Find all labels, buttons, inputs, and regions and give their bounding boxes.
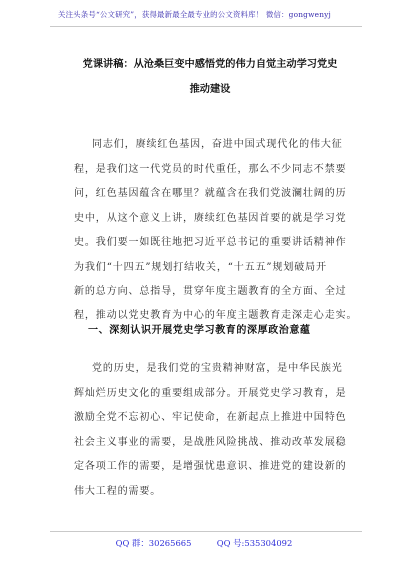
paragraph-line: 新的总方向、总指导，贯穿年度主题教育的全方面、全过 bbox=[74, 286, 347, 297]
footer-qq-group: QQ 群：30265665 bbox=[115, 538, 192, 548]
paragraph-line: 程，推动以党史教育为中心的年度主题教育走深走心走实。 bbox=[74, 310, 358, 321]
paragraph-line: 社会主义事业的需要，是战胜风险挑战、推动改革发展稳 bbox=[74, 437, 347, 448]
header-divider bbox=[50, 26, 362, 27]
paragraph-line: 史。我们要一如既往地把习近平总书记的重要讲话精神作 bbox=[74, 237, 347, 248]
paragraph-line: 党的历史，是我们党的宝贵精神财富，是中华民族光 bbox=[92, 363, 343, 374]
document-title-line-1: 党课讲稿：从沧桑巨变中感悟党的伟力自觉主动学习党史 bbox=[82, 58, 338, 70]
section-heading: 一、深刻认识开展党史学习教育的深厚政治意蕴 bbox=[88, 325, 311, 336]
footer-qq-number: QQ 号:535304092 bbox=[216, 538, 293, 548]
paragraph-line: 问，红色基因蕴含在哪里？就蕴含在我们党波澜壮阔的历 bbox=[74, 188, 347, 199]
paragraph-line: 激励全党不忘初心、牢记使命，在新起点上推进中国特色 bbox=[74, 412, 347, 423]
header-promo-note: 关注头条号“公文研究”，获得最新最全最专业的公文资料库！ 微信：gongwenyj bbox=[58, 10, 332, 19]
paragraph-line: 为我们“十四五”规划打结收关，“十五五”规划破局开 bbox=[74, 262, 327, 273]
document-title-line-2: 推动建设 bbox=[189, 83, 231, 95]
footer-contact bbox=[0, 537, 408, 549]
paragraph-line: 史中，从这个意义上讲，赓续红色基因首要的就是学习党 bbox=[74, 213, 347, 224]
paragraph-line: 同志们，赓续红色基因，奋进中国式现代化的伟大征 bbox=[92, 139, 343, 150]
footer-divider bbox=[50, 531, 362, 532]
paragraph-line: 辉灿烂历史文化的重要组成部分。开展党史学习教育，是 bbox=[74, 388, 347, 399]
paragraph-line: 程，是我们这一代党员的时代重任，那么不少同志不禁要 bbox=[74, 164, 347, 175]
paragraph-line: 定各项工作的需要，是增强忧患意识、推进党的建设新的 bbox=[74, 461, 347, 472]
paragraph-line: 伟大工程的需要。 bbox=[74, 486, 162, 497]
